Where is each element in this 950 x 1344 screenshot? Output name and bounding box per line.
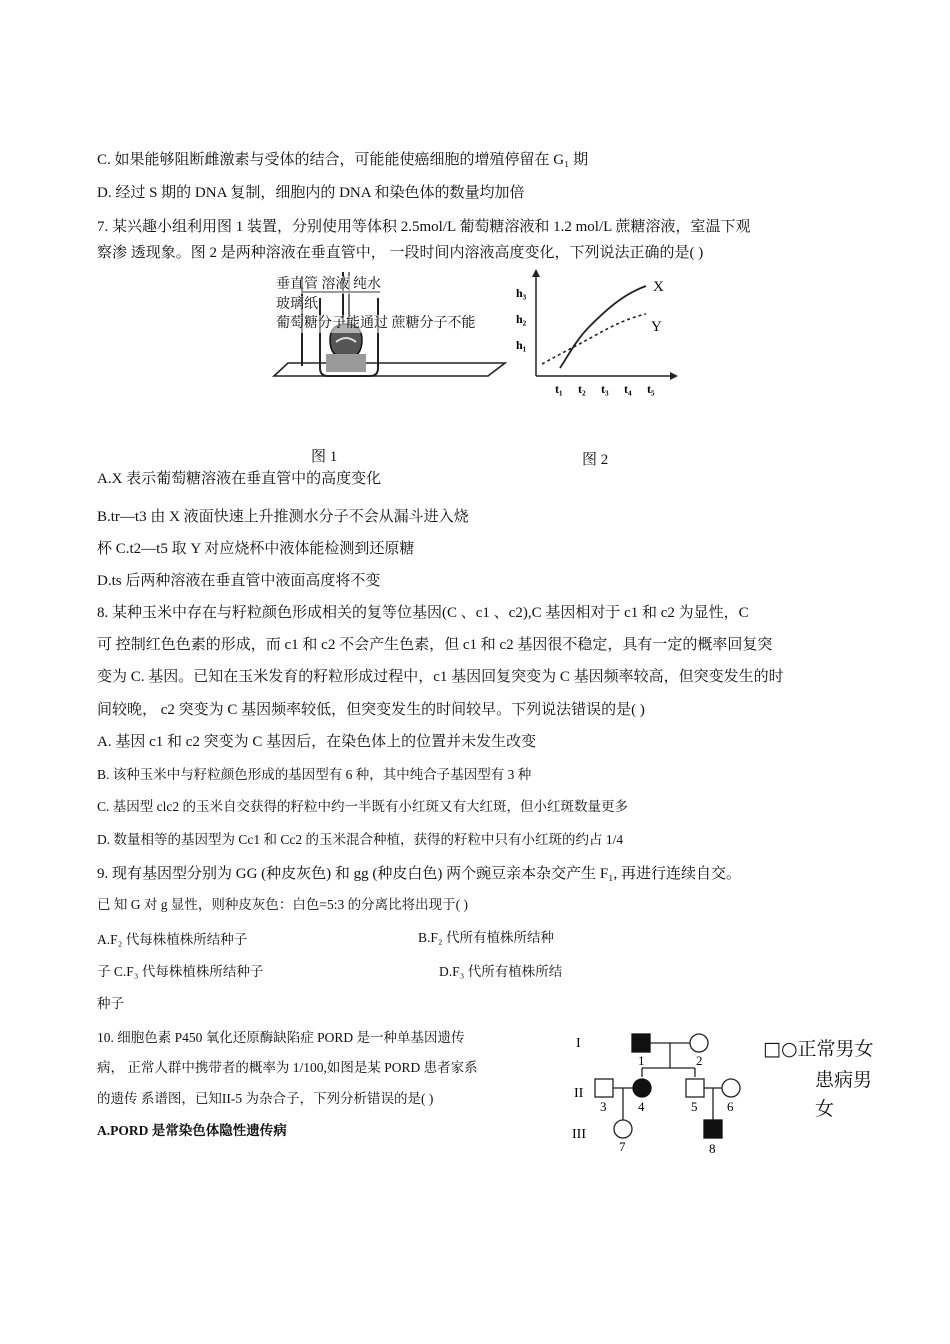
q9-stem-line2: 已 知 G 对 g 显性，则种皮灰色：白色=5:3 的分离比将出现于( ): [97, 897, 468, 912]
series-x-label: X: [653, 279, 664, 295]
q8-stem-line4: 间较晚， c2 突变为 C 基因频率较低，但突变发生的时间较早。下列说法错误的是( ): [97, 702, 645, 718]
individual-3-normal-male: [595, 1079, 613, 1097]
series-y-label: Y: [651, 319, 662, 335]
q8-option-c: C. 基因型 clc2 的玉米自交获得的籽粒中约一半既有小红斑又有大红斑，但小红斑数量更多: [97, 799, 628, 814]
fig2-caption: 图 2: [582, 452, 609, 468]
q10-stem-line1: 10. 细胞色素 P450 氧化还原酶缺陷症 PORD 是一种单基因遗传: [97, 1030, 465, 1045]
q9-stem-line1: 9. 现有基因型分别为 GG (种皮灰色) 和 gg (种皮白色) 两个豌豆亲本杂交产生 F₁, 再进行连续自交。: [97, 866, 741, 882]
individual-8-affected-male: [704, 1120, 722, 1138]
q9-option-b: B.F₂ 代所有植株所结种: [418, 930, 554, 945]
y-tick-h1: h₁: [516, 338, 527, 352]
y-tick-h2: h₂: [516, 312, 527, 326]
q8-option-b: B. 该种玉米中与籽粒颜色形成的基因型有 6 种，其中纯合子基因型有 3 种: [97, 767, 532, 782]
individual-4-affected-female: [633, 1079, 651, 1097]
number-6: 6: [727, 1099, 734, 1114]
q8-stem-line3: 变为 C. 基因。已知在玉米发育的籽粒形成过程中，c1 基因回复突变为 C 基因频率较高，但突变发生的时: [97, 669, 784, 685]
number-1: 1: [638, 1053, 645, 1068]
fig1-label-1: 垂直管 溶液 纯水: [276, 277, 381, 292]
fig1-label-3: 葡萄糖分子能通过 蔗糖分子不能: [276, 315, 508, 333]
individual-5-normal-male: [686, 1079, 704, 1097]
individual-1-affected-male: [632, 1034, 650, 1052]
x-tick-t5: t₅: [647, 382, 655, 396]
q9-option-d: D.F₃ 代所有植株所结: [439, 964, 563, 979]
number-5: 5: [691, 1099, 698, 1114]
pedigree-legend-line2: 患病男: [815, 1069, 873, 1091]
q6-option-c: C. 如果能够阻断雌激素与受体的结合，可能能使癌细胞的增殖停留在 G₁ 期: [97, 152, 589, 168]
curve-x: [560, 286, 646, 368]
y-tick-h3: h₃: [516, 286, 527, 300]
generation-ii: II: [574, 1086, 584, 1101]
x-tick-t1: t₁: [555, 382, 563, 396]
fig1-label-2: 玻璃纸: [276, 297, 318, 312]
q9-option-a: A.F₂ 代每株植株所结种子: [97, 932, 248, 947]
x-tick-t2: t₂: [578, 382, 586, 396]
q8-stem-line1: 8. 某种玉米中存在与籽粒颜色形成相关的复等位基因(C 、c1 、c2),C 基因相对于 c1 和 c2 为显性，C: [97, 605, 749, 621]
q7-option-a: A.X 表示葡萄糖溶液在垂直管中的高度变化: [97, 471, 382, 487]
individual-6-normal-female: [722, 1079, 740, 1097]
generation-iii: III: [572, 1127, 586, 1142]
pedigree-legend-line3: 女: [815, 1098, 835, 1120]
individual-2-normal-female: [690, 1034, 708, 1052]
number-7: 7: [619, 1139, 626, 1154]
pedigree-legend-line1: □○正常男女: [763, 1038, 874, 1060]
q7-stem-line1: 7. 某兴趣小组利用图 1 装置，分别使用等体积 2.5mol/L 葡萄糖溶液和 1.2 mol/L 蔗糖溶液，室温下观: [97, 219, 751, 235]
q7-option-c: 杯 C.t2—t5 取 Y 对应烧杯中液体能检测到还原糖: [97, 541, 415, 557]
number-3: 3: [600, 1099, 607, 1114]
q8-stem-line2: 可 控制红色色素的形成，而 c1 和 c2 不会产生色素，但 c1 和 c2 基因很不稳定，具有一定的概率回复突: [97, 637, 773, 653]
q9-option-tail: 种子: [97, 996, 124, 1011]
stand-base: [274, 363, 505, 376]
q7-option-b: B.tr—t3 由 X 液面快速上升推测水分子不会从漏斗进入烧: [97, 509, 469, 525]
q10-option-a: A.PORD 是常染色体隐性遗传病: [97, 1123, 287, 1138]
q8-option-d: D. 数量相等的基因型为 Cc1 和 Cc2 的玉米混合种植，获得的籽粒中只有小红斑的约占 1/4: [97, 832, 624, 847]
q7-stem-line2: 察渗 透现象。图 2 是两种溶液在垂直管中， 一段时间内溶液高度变化，下列说法正确的是( ): [97, 245, 704, 261]
pedigree-chart: [570, 1026, 760, 1156]
q9-option-c: 子 C.F₃ 代每株植株所结种子: [97, 964, 264, 979]
q10-stem-line2: 病， 正常人群中携带者的概率为 1/100,如图是某 PORD 患者家系: [97, 1060, 478, 1075]
x-tick-t4: t₄: [624, 382, 632, 396]
number-4: 4: [638, 1099, 645, 1114]
fig1-caption: 图 1: [311, 449, 338, 465]
q10-stem-line3: 的遗传 系谱图，已知II-5 为杂合子，下列分析错误的是( ): [97, 1091, 434, 1106]
number-2: 2: [696, 1053, 703, 1068]
number-8: 8: [709, 1141, 716, 1156]
figure-2-graph: [512, 268, 682, 400]
x-tick-t3: t₃: [601, 382, 609, 396]
q8-option-a: A. 基因 c1 和 c2 突变为 C 基因后，在染色体上的位置并未发生改变: [97, 734, 537, 750]
q7-option-d: D.ts 后两种溶液在垂直管中液面高度将不变: [97, 573, 381, 589]
generation-i: I: [576, 1036, 581, 1051]
q6-option-d: D. 经过 S 期的 DNA 复制，细胞内的 DNA 和染色体的数量均加倍: [97, 185, 525, 201]
individual-7-normal-female: [614, 1120, 632, 1138]
